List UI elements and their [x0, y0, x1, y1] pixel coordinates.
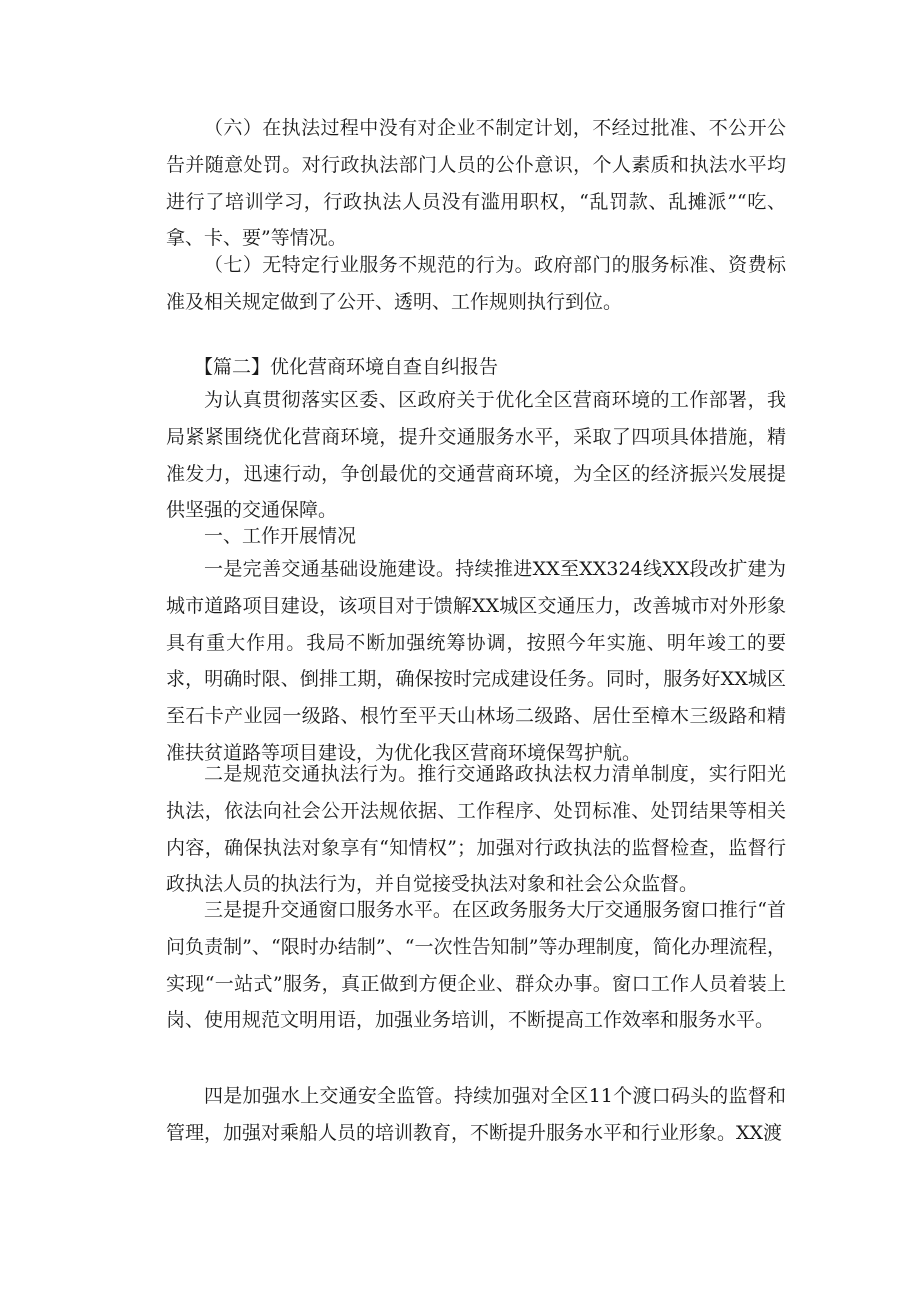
paragraph-infrastructure: 一是完善交通基础设施建设。持续推进XX至XX324线XX段改扩建为城市道路项目建设，该项目对于馈解XX城区交通压力，改善城市对外形象具有重大作用。我局不断加强统筹协调，按照今年实施、明年竣工的要求，明确时限、倒排工期，确保按时完成建设任务。同时，服务好XX城区至石卡产业园一级路、根竹至平天山林场二级路、居仕至樟木三级路和精准扶贫道路等项目建设，为优化我区营商环境保驾护航。 [166, 558, 786, 764]
paragraph-item-6: （六）在执法过程中没有对企业不制定计划，不经过批准、不公开公告并随意处罚。对行政执法部门人员的公仆意识，个人素质和执法水平均进行了培训学习，行政执法人员没有滥用职权，“乱罚款、乱摊派”“吃、拿、卡、要”等情况。 [166, 117, 786, 250]
paragraph-law-enforcement: 二是规范交通执法行为。推行交通路政执法权力清单制度，实行阳光执法，依法向社会公开法规依据、工作程序、处罚标准、处罚结果等相关内容，确保执法对象享有“知情权”；加强对行政执法的监督检查，监督行政执法人员的执法行为，并自觉接受执法对象和社会公众监督。 [166, 763, 786, 896]
paragraph-water-safety: 四是加强水上交通安全监管。持续加强对全区11个渡口码头的监督和管理，加强对乘船人员的培训教育，不断提升服务水平和行业形象。XX渡 [166, 1085, 786, 1144]
subheading-work-status: 一、工作开展情况 [204, 525, 357, 547]
paragraph-item-7: （七）无特定行业服务不规范的行为。政府部门的服务标准、资费标准及相关规定做到了公开、透明、工作规则执行到位。 [166, 254, 786, 313]
intro-paragraph: 为认真贯彻落实区委、区政府关于优化全区营商环境的工作部署，我局紧紧围绕优化营商环境，提升交通服务水平，采取了四项具体措施，精准发力，迅速行动，争创最优的交通营商环境，为全区的经济振兴发展提供坚强的交通保障。 [166, 389, 786, 522]
section-title: 【篇二】优化营商环境自查自纠报告 [194, 356, 499, 378]
paragraph-service-window: 三是提升交通窗口服务水平。在区政务服务大厅交通服务窗口推行“首问负责制”、“限时办结制”、“一次性告知制”等办理制度，简化办理流程，实现“一站式”服务，真正做到方便企业、群众办事。窗口工作人员着装上岗、使用规范文明用语，加强业务培训，不断提高工作效率和服务水平。 [166, 899, 786, 1032]
